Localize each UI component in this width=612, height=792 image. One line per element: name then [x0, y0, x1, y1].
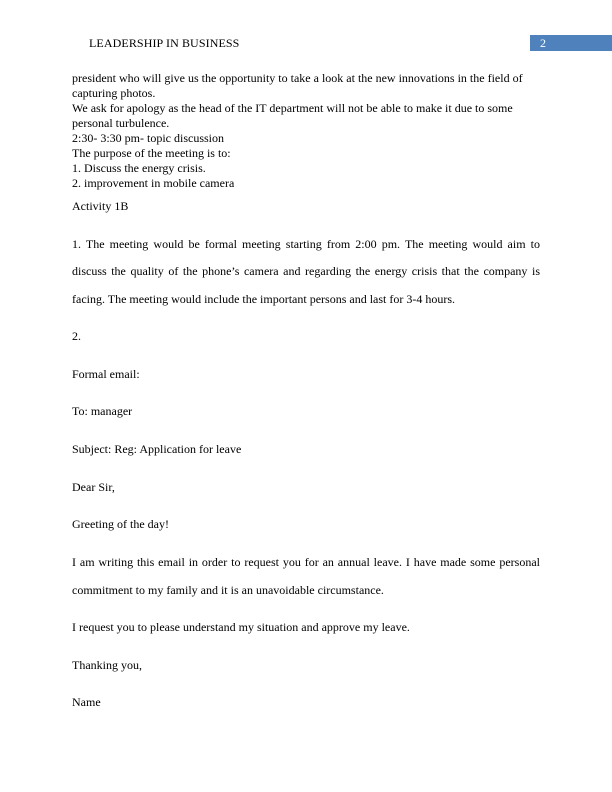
email-body-line: commitment to my family and it is an unavoidable circumstance. — [72, 583, 384, 597]
email-subject: Subject: Reg: Application for leave — [72, 442, 242, 456]
body-line: Formal email: — [72, 367, 140, 381]
email-to: To: manager — [72, 404, 133, 418]
body-line: 2. — [72, 329, 81, 343]
email-salutation: Dear Sir, — [72, 480, 115, 494]
body-line: capturing photos. — [72, 86, 156, 100]
body-line: 2. improvement in mobile camera — [72, 176, 235, 190]
header-title: LEADERSHIP IN BUSINESS — [89, 36, 240, 50]
body-line: 1. Discuss the energy crisis. — [72, 161, 206, 175]
body-line: personal turbulence. — [72, 116, 170, 130]
section-heading: Activity 1B — [72, 199, 129, 213]
email-greeting: Greeting of the day! — [72, 517, 169, 531]
body-line: 1. The meeting would be formal meeting starting from 2:00 pm. The meeting would aim to — [72, 237, 540, 251]
body-line: facing. The meeting would include the important persons and last for 3-4 hours. — [72, 292, 456, 306]
body-line: We ask for apology as the head of the IT department will not be able to make it due to some — [72, 101, 513, 115]
body-line: The purpose of the meeting is to: — [72, 146, 231, 160]
page-number-box — [530, 35, 612, 51]
page-number: 2 — [540, 36, 546, 50]
email-body-line: I request you to please understand my situation and approve my leave. — [72, 620, 410, 634]
email-closing: Thanking you, — [72, 658, 142, 672]
email-body-line: I am writing this email in order to request you for an annual leave. I have made some personal — [72, 555, 540, 569]
body-line: president who will give us the opportunity to take a look at the new innovations in the field of — [72, 71, 523, 85]
email-signature: Name — [72, 695, 101, 709]
body-line: 2:30- 3:30 pm- topic discussion — [72, 131, 224, 145]
body-line: discuss the quality of the phone’s camera and regarding the energy crisis that the company is — [72, 264, 540, 278]
